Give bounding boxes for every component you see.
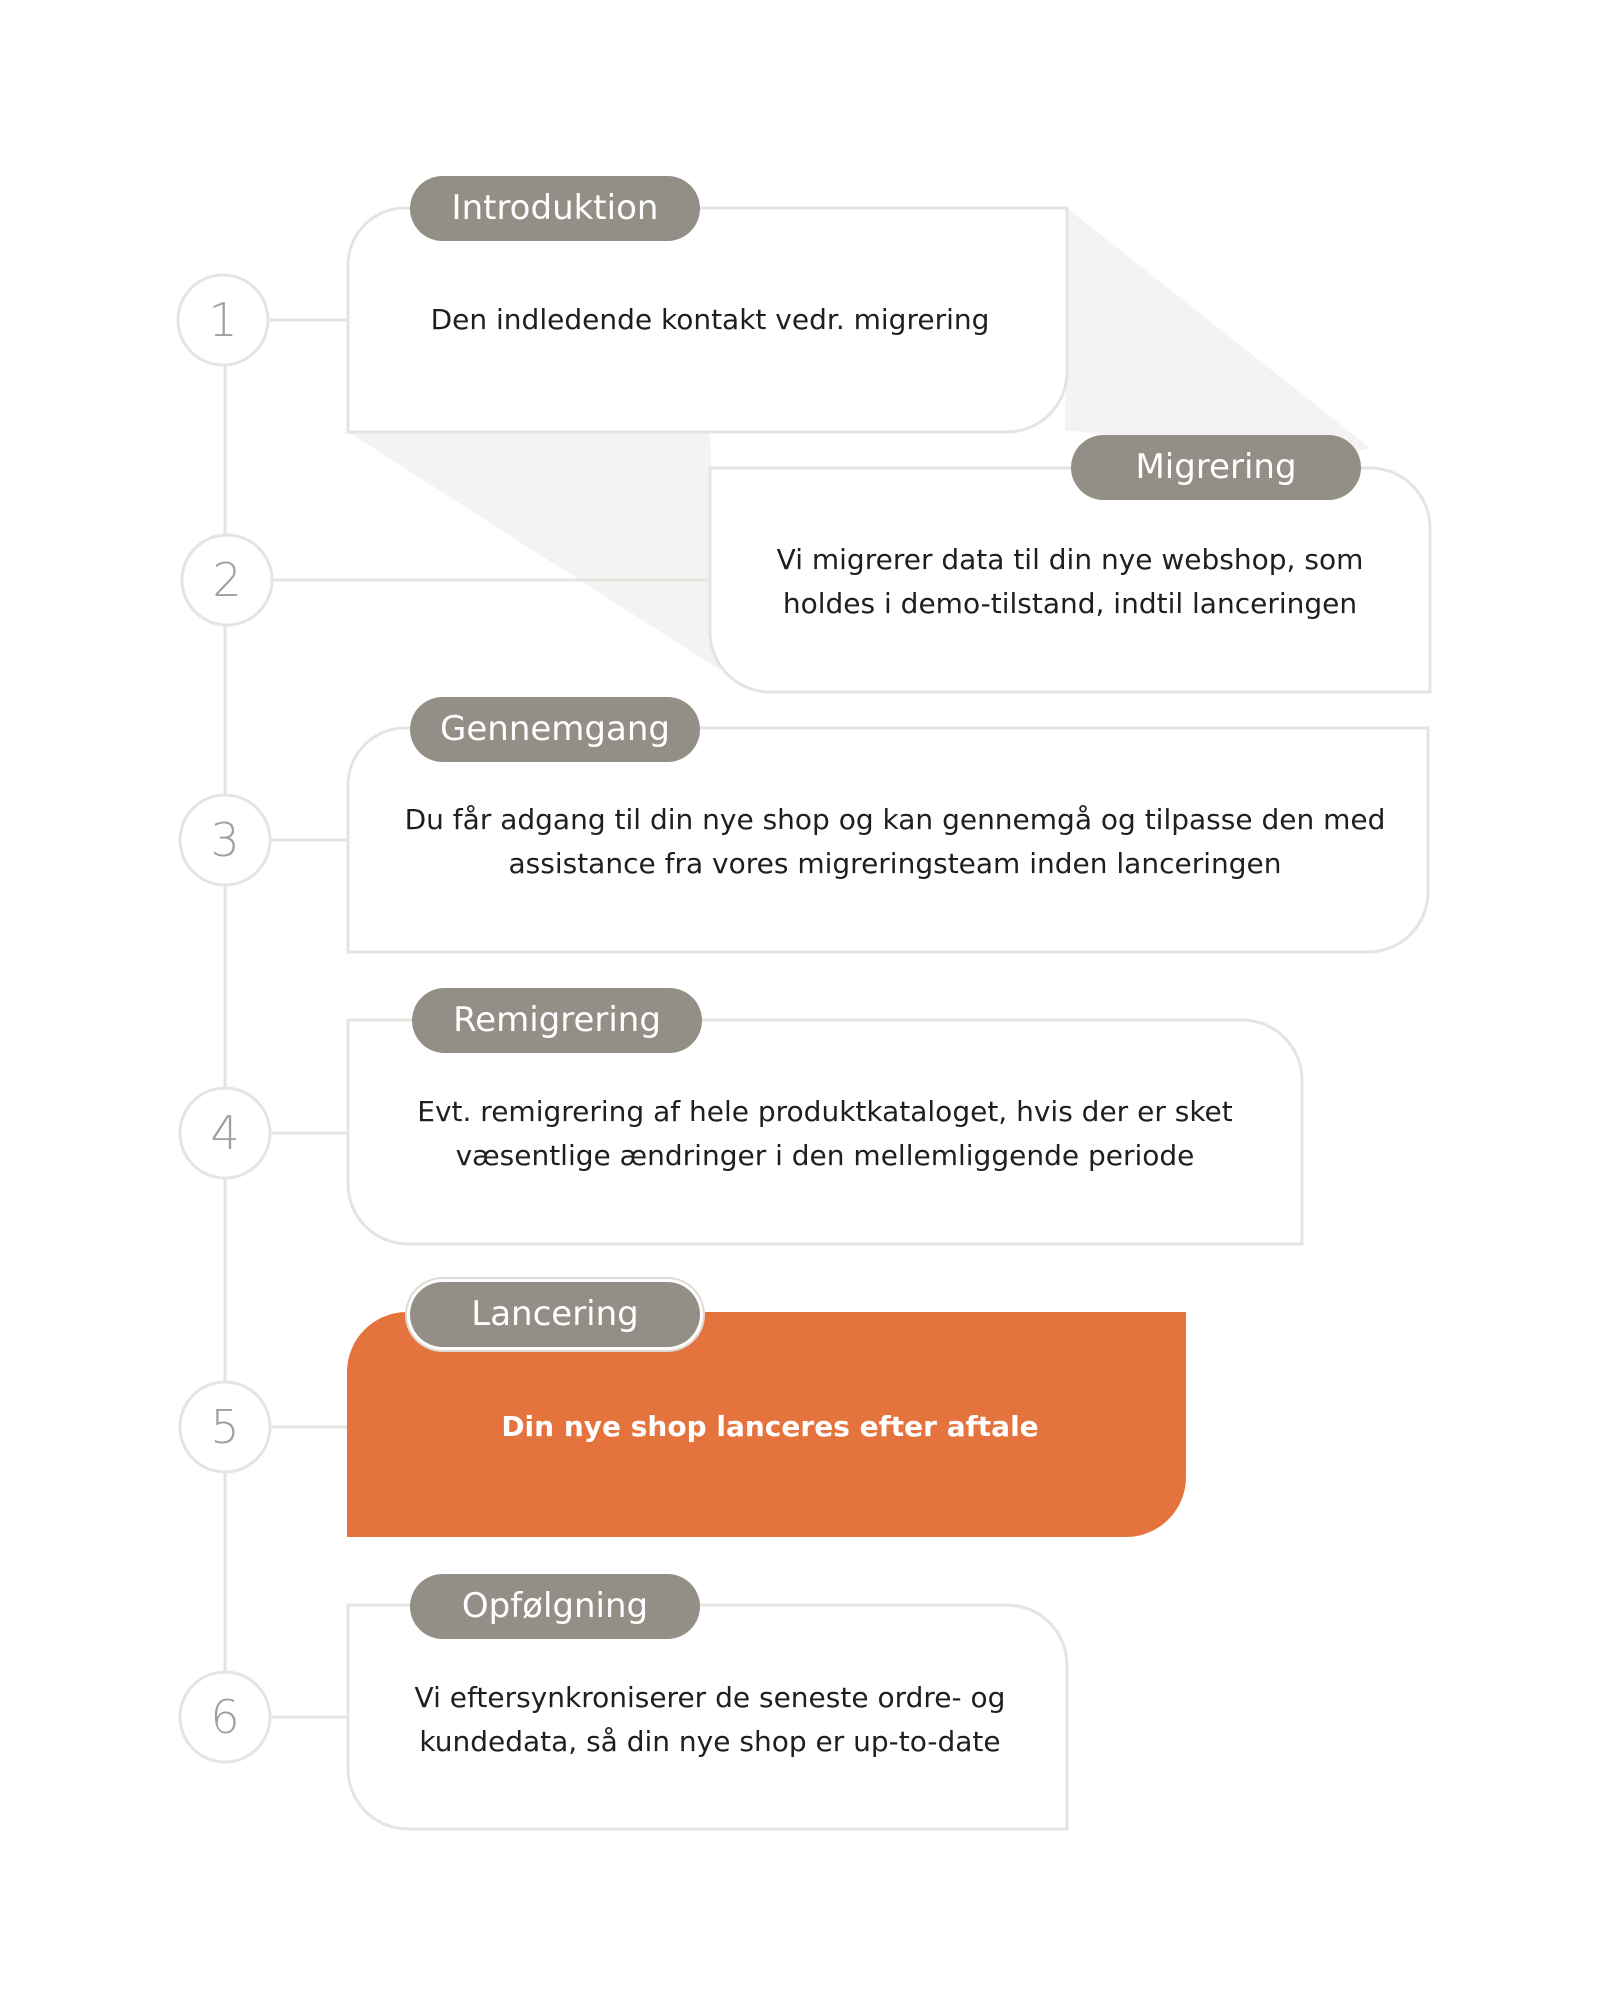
step-title-2: Migrering xyxy=(1071,435,1361,500)
step-number-5: 5 xyxy=(210,1400,240,1454)
step-number-6: 6 xyxy=(210,1690,240,1744)
fold-shadow-top xyxy=(1065,208,1370,460)
fold-shadow-bottom xyxy=(348,432,720,670)
step-description-5: Din nye shop lanceres efter aftale xyxy=(501,1410,1039,1443)
step-description-6: Vi eftersynkroniserer de seneste ordre- og kundedata, så din nye shop er up-to-date xyxy=(414,1681,1006,1758)
step-description-1: Den indledende kontakt vedr. migrering xyxy=(430,303,990,336)
step-number-4: 4 xyxy=(210,1106,240,1160)
step-number-2: 2 xyxy=(212,553,242,607)
step-number-3: 3 xyxy=(210,813,240,867)
step-title-4: Remigrering xyxy=(412,988,702,1053)
step-title-5: Lancering xyxy=(410,1282,700,1347)
step-title-1: Introduktion xyxy=(410,176,700,241)
step-description-2: Vi migrerer data til din nye webshop, som holdes i demo-tilstand, indtil lanceringen xyxy=(776,543,1364,620)
step-description-3: Du får adgang til din nye shop og kan gennemgå og tilpasse den med assistance fra vores migreringsteam inden lanceringen xyxy=(404,803,1386,880)
step-number-1: 1 xyxy=(208,293,238,347)
step-title-6: Opfølgning xyxy=(410,1574,700,1639)
step-title-3: Gennemgang xyxy=(410,697,700,762)
step-description-4: Evt. remigrering af hele produktkataloget, hvis der er sket væsentlige ændringer i den mellemliggende periode xyxy=(417,1095,1233,1172)
